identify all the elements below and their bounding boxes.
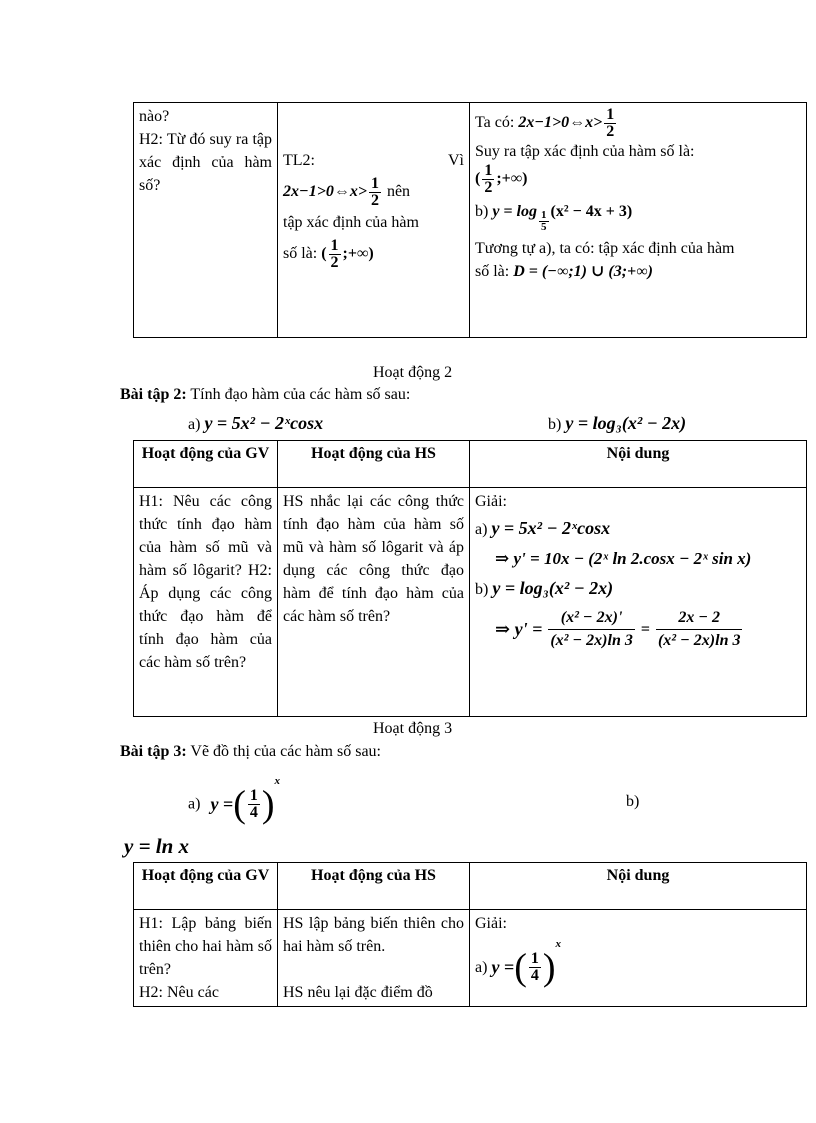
header-gv: Hoạt động của GV — [134, 441, 278, 488]
graph-exp: x — [555, 938, 561, 950]
header-gv-3: Hoạt động của GV — [134, 863, 278, 910]
b-expr-post: (x² − 4x + 3) — [550, 203, 633, 220]
act2-heading — [120, 386, 410, 404]
act2-b — [548, 413, 686, 434]
act3-title: Hoạt động 3 — [373, 720, 453, 737]
vi-word: Vì — [448, 152, 464, 169]
act2-label: Bài tập 2: — [120, 386, 187, 403]
content-solution — [470, 488, 807, 717]
tuong-text: Tương tự a), ta có: tập xác định của hàm — [475, 240, 735, 257]
act3-text: Vẽ đồ thị của các hàm số sau: — [190, 743, 381, 760]
deriv-fraction-1: $\frac{\text{(x² − 2x)'}}{\text{(x² − 2x)ln 3}}$ — [550, 609, 633, 649]
act2-b-label: b) — [548, 416, 562, 433]
sol-a-label: a) — [475, 521, 488, 538]
sol-b-deriv-pre: ⇒ y' = — [495, 619, 543, 639]
fraction-half-4: $\frac{1}{2}$ — [484, 162, 493, 196]
hs-tap: tập xác định của hàm — [283, 214, 419, 231]
fraction-base: $\frac{1}{5}$ — [541, 209, 547, 233]
hs-sola: số là: — [283, 245, 318, 263]
act3-b-label: b) — [626, 793, 640, 810]
hs-interval: ;+∞) — [342, 245, 374, 263]
b-expr-pre: y = log — [492, 203, 537, 220]
gv-graph-q2: H2: Nêu các — [139, 984, 219, 1001]
hs-graph-a2: HS nêu lại đặc điểm đồ — [283, 984, 433, 1001]
sol-a-deriv: ⇒ y' = 10x − (2ˣ ln 2.cosx − 2ˣ sin x) — [495, 549, 752, 568]
content-condition: 2x−1>0⇔x> — [518, 114, 603, 132]
taco-label: Ta có: — [475, 114, 515, 132]
fraction-half: $\frac{1}{2}$ — [370, 175, 379, 209]
quarter-fraction: $\frac{1}{4}$ — [249, 786, 258, 821]
header-hs: Hoạt động của HS — [278, 441, 470, 488]
act2-title: Hoạt động 2 — [373, 364, 453, 381]
gv-graph — [134, 910, 278, 1007]
sol-b-eq: = — [640, 621, 650, 638]
giai-3: Giải: — [475, 915, 507, 932]
hs-graph-a1: HS lập bảng biến thiên cho hai hàm số trên. — [283, 915, 464, 955]
nen-word: nên — [386, 183, 411, 201]
hs-answers: HS nhắc lại các công thức tính đạo hàm của hàm số mũ và hàm số lôgarit và áp dụng các công thức đạo hàm để tính đạo hàm của các hàm số trên? — [278, 488, 470, 717]
sol-b-label: b) — [475, 581, 489, 598]
header-content: Nội dung — [470, 441, 807, 488]
act2-a — [188, 413, 323, 434]
sol-a-expr: y = 5x² − 2ˣcosx — [491, 518, 611, 538]
act3-a-label: a) — [188, 795, 201, 813]
gv-q2: H2: Từ đó suy ra tập xác định của hàm số? — [139, 131, 272, 194]
domain-expr: D = (−∞;1) ∪ (3;+∞) — [513, 263, 653, 280]
header-hs-3: Hoạt động của HS — [278, 863, 470, 910]
fraction-half-3: $\frac{1}{2}$ — [606, 106, 615, 140]
table-graph — [133, 862, 807, 1007]
giai-label: Giải: — [475, 493, 507, 510]
act2-b-expr: y = log₃(x² − 2x) — [565, 413, 687, 433]
tl2-label: TL2: — [283, 152, 315, 169]
act2-text: Tính đạo hàm của các hàm số sau: — [190, 386, 411, 403]
gv-questions: H1: Nêu các công thức tính đạo hàm của hàm số mũ và hàm số lôgarit? H2: Áp dụng các công thức đạo hàm để tính đạo hàm của các hàm số trên? — [134, 488, 278, 717]
act2-a-expr: y = 5x² − 2ˣcosx — [204, 413, 324, 433]
graph-y-eq: y = — [491, 956, 515, 977]
lnx-expr: y = ln x — [124, 834, 190, 858]
gv-q1: nào? — [139, 108, 170, 125]
quarter-fraction-2: $\frac{1}{4}$ — [530, 949, 539, 984]
table-derivative — [133, 440, 807, 717]
hs-cell: TL2: Vì 2x−1>0⇔x> $\frac{1}{2}$ nên tập xác định của hàm số là: ( $\frac{1}{2}$ ;+∞) — [278, 103, 470, 338]
act3-heading — [120, 743, 381, 761]
act3-y-eq: y = — [210, 793, 234, 814]
suy-text: Suy ra tập xác định của hàm số là: — [475, 143, 695, 160]
graph-a-label: a) — [475, 958, 488, 976]
act3-a: a) y =( $\frac{1}{4}$ )$^x$ — [188, 775, 280, 826]
table-domain — [133, 102, 807, 338]
deriv-fraction-2: $\frac{2x - 2}{\text{(x² − 2x)ln 3}}$ — [657, 609, 741, 649]
fraction-half-2: $\frac{1}{2}$ — [330, 237, 339, 271]
content-interval: ;+∞) — [496, 170, 528, 188]
act3-label: Bài tập 3: — [120, 743, 187, 760]
gv-cell — [134, 103, 278, 338]
content-graph: Giải: a) y =( $\frac{1}{4}$ )$^x$ — [470, 910, 807, 1007]
hs-graph — [278, 910, 470, 1007]
act3-exp: x — [274, 775, 280, 787]
content-cell: Ta có: 2x−1>0⇔x> $\frac{1}{2}$ Suy ra tập xác định của hàm số là: ( $\frac{1}{2}$ ;+∞) b) y = log $\frac{1}{5}$ (x² − 4x + 3) Tương tự a), ta có: tập xác định của hàm số là: D = (−∞;1) ∪ (3;+∞) — [470, 103, 807, 338]
gv-graph-q1: H1: Lập bảng biến thiên cho hai hàm số trên? — [139, 915, 272, 978]
content-sola: số là: — [475, 263, 510, 280]
header-content-3: Nội dung — [470, 863, 807, 910]
sol-b-expr: y = log₃(x² − 2x) — [492, 578, 614, 598]
act2-a-label: a) — [188, 416, 201, 433]
hs-condition: 2x−1>0⇔x> — [283, 183, 367, 201]
b-label: b) — [475, 203, 489, 220]
